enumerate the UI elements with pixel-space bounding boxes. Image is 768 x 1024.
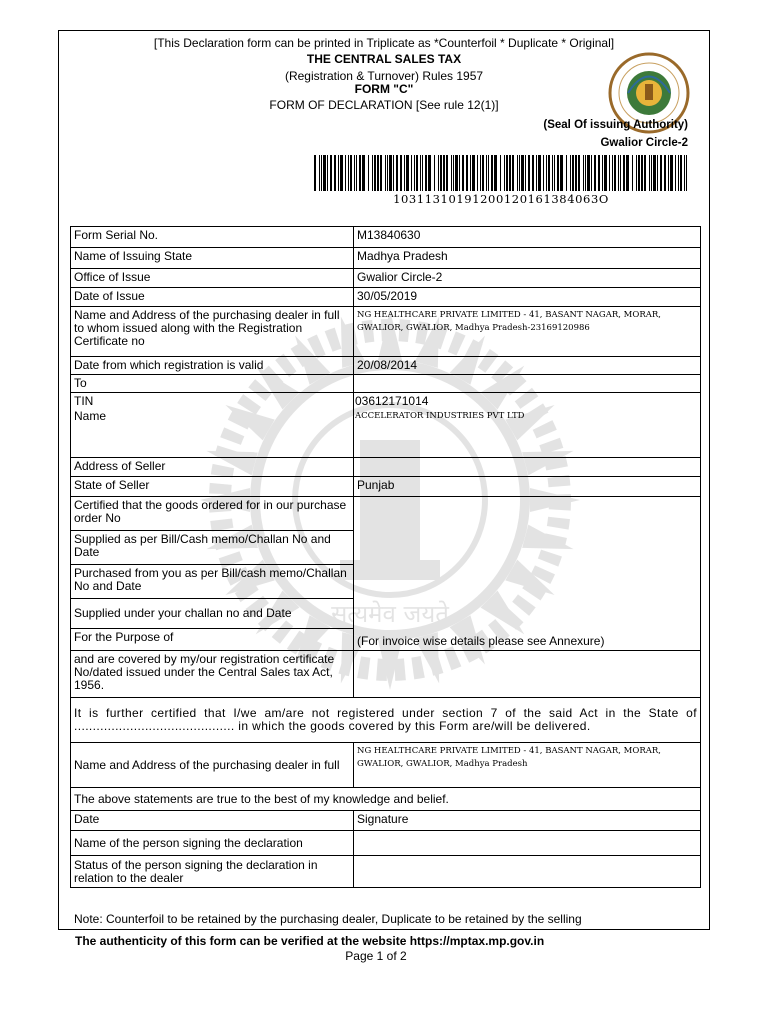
act-title: THE CENTRAL SALES TAX (306, 52, 462, 66)
table-row (71, 831, 701, 856)
table-row (71, 375, 701, 393)
issue-date-value: 30/05/2019 (354, 288, 701, 307)
tin-name-values (354, 393, 701, 458)
dealer-value: NG HEALTHCARE PRIVATE LIMITED - 41, BASANT NAGAR, MORAR, GWALIOR, GWALIOR, Madhya Pradesh-23169120986 (354, 307, 701, 357)
svg-text:सत्यमेव जयते: सत्यमेव जयते (331, 600, 449, 628)
signer-status-label: Status of the person signing the declaration in relation to the dealer (71, 856, 354, 888)
serial-value: M13840630 (354, 227, 701, 248)
form-subtitle: FORM OF DECLARATION [See rule 12(1)] (269, 98, 499, 112)
valid-from-value: 20/08/2014 (354, 357, 701, 375)
annexure-note: (For invoice wise details please see Annexure) (357, 634, 605, 648)
further-certified-text: It is further certified that I/we am/are not registered under section 7 of the said Act in the State of ........................................... in which the goods covered by this Form are/will be delivered. (71, 698, 701, 743)
table-row (71, 651, 701, 698)
covered-value (354, 651, 701, 698)
signer-name-value (354, 831, 701, 856)
table-row (71, 743, 701, 788)
table-row (71, 788, 701, 811)
table-row (71, 357, 701, 375)
table-row (71, 393, 701, 458)
circle-label: Gwalior Circle-2 (600, 137, 688, 149)
signer-name-label: Name of the person signing the declaration (71, 831, 354, 856)
statements-true: The above statements are true to the best of my knowledge and belief. (71, 788, 701, 811)
serial-label: Form Serial No. (71, 227, 354, 248)
table-row (71, 288, 701, 307)
printed-note: [This Declaration form can be printed in Triplicate as *Counterfoil * Duplicate * Original] (153, 36, 615, 50)
barcode-number: 10311310191200120161384063O (393, 192, 609, 206)
table-row (71, 698, 701, 743)
seal-label: (Seal Of issuing Authority) (543, 119, 688, 131)
supplied-bill-label: Supplied as per Bill/Cash memo/Challan No and Date (71, 531, 354, 565)
declaration-table (70, 226, 701, 888)
tin-label: TIN (74, 394, 94, 408)
table-row (71, 269, 701, 288)
office-label: Office of Issue (71, 269, 354, 288)
table-row (71, 477, 701, 497)
table-row (71, 227, 701, 248)
issuing-state-label: Name of Issuing State (71, 248, 354, 269)
page-indicator: Page 1 of 2 (345, 949, 407, 963)
signature-date-label: Date (71, 811, 354, 831)
seller-state-label: State of Seller (71, 477, 354, 497)
dealer-label: Name and Address of the purchasing dealer in full to whom issued along with the Registration Certificate no (71, 307, 354, 357)
purpose-details-cell (354, 497, 701, 651)
form-name: FORM "C" (354, 82, 414, 96)
tin-value: 03612171014 (355, 394, 429, 408)
table-row (71, 458, 701, 477)
supplied-challan-label: Supplied under your challan no and Date (71, 599, 354, 629)
seller-address-label: Address of Seller (71, 458, 354, 477)
purchased-label: Purchased from you as per Bill/cash memo/Challan No and Date (71, 565, 354, 599)
signature-label: Signature (354, 811, 701, 831)
dealer-full-label: Name and Address of the purchasing dealer in full (71, 743, 354, 788)
dealer-full-value: NG HEALTHCARE PRIVATE LIMITED - 41, BASANT NAGAR, MORAR, GWALIOR, GWALIOR, Madhya Pradesh (354, 743, 701, 788)
issue-date-label: Date of Issue (71, 288, 354, 307)
to-value (354, 375, 701, 393)
order-no-label: Certified that the goods ordered for in our purchase order No (71, 497, 354, 531)
table-row (71, 811, 701, 831)
barcode (312, 155, 690, 195)
table-row (71, 856, 701, 888)
retention-note: Note: Counterfoil to be retained by the purchasing dealer, Duplicate to be retained by the selling (74, 912, 582, 926)
seller-name-value: ACCELERATOR INDUSTRIES PVT LTD (355, 411, 525, 421)
signer-status-value (354, 856, 701, 888)
seller-address-value (354, 458, 701, 477)
tin-name-labels (71, 393, 354, 458)
valid-from-label: Date from which registration is valid (71, 357, 354, 375)
purpose-label: For the Purpose of (71, 629, 354, 651)
to-label: To (71, 375, 354, 393)
issuing-state-value: Madhya Pradesh (354, 248, 701, 269)
table-row (71, 497, 701, 531)
name-label: Name (74, 409, 107, 423)
rules-line: (Registration & Turnover) Rules 1957 (284, 69, 484, 83)
seller-state-value: Punjab (354, 477, 701, 497)
office-value: Gwalior Circle-2 (354, 269, 701, 288)
table-row (71, 307, 701, 357)
table-row (71, 248, 701, 269)
covered-label: and are covered by my/our registration certificate No/dated issued under the Central Sales tax Act, 1956. (71, 651, 354, 698)
verification-note: The authenticity of this form can be verified at the website https://mptax.mp.gov.in (75, 934, 545, 948)
